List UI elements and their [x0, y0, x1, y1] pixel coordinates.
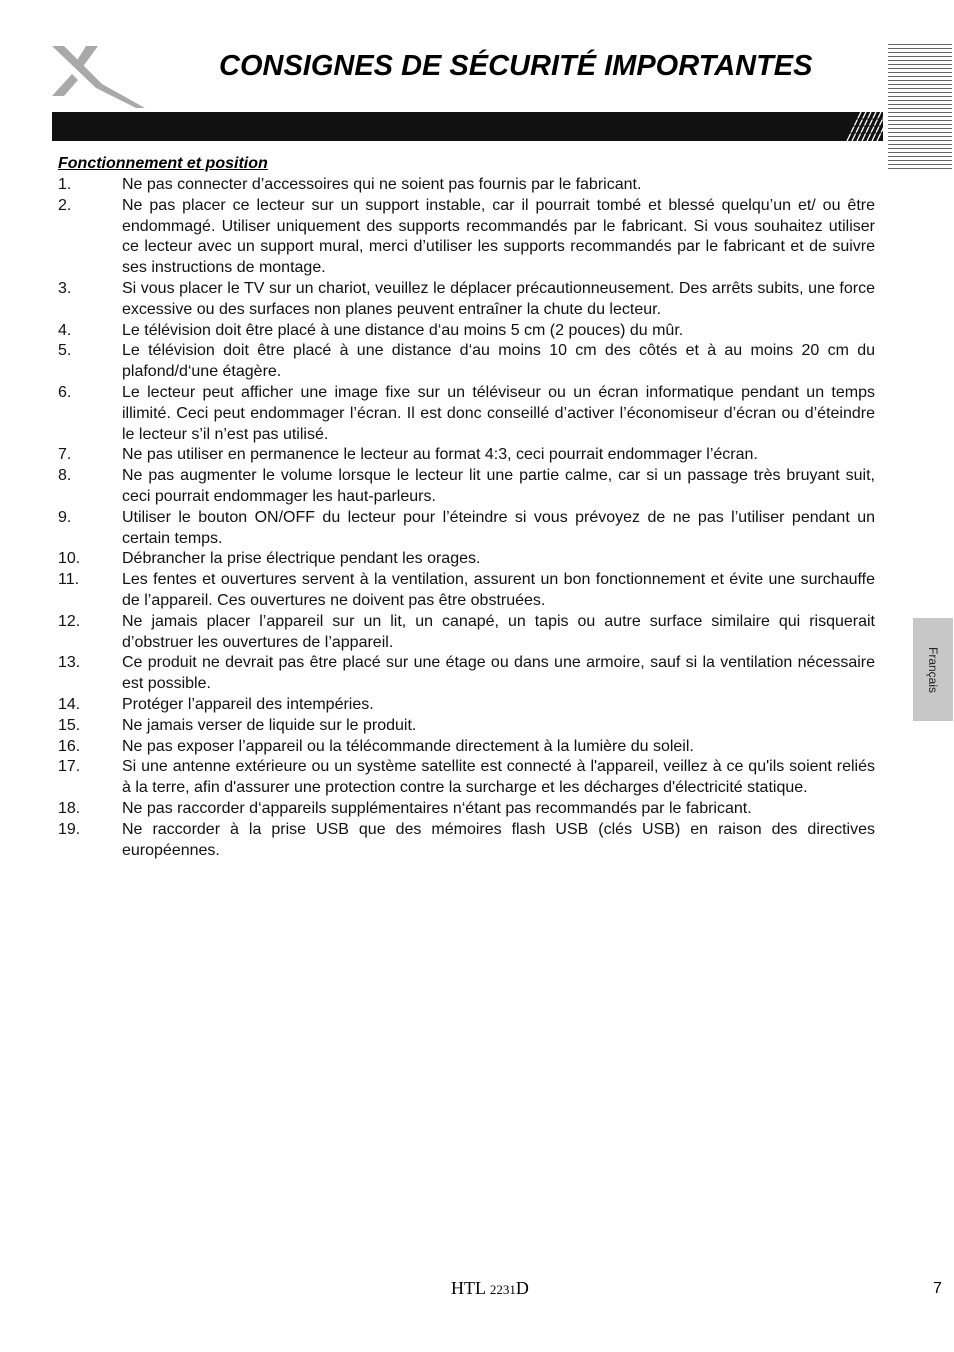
list-item	[58, 799, 875, 820]
list-item	[58, 653, 875, 695]
header-bar-hatch	[843, 112, 883, 141]
x-logo-icon	[50, 42, 150, 112]
item-text: Les fentes et ouvertures servent à la ventilation, assurent un bon fonctionnement et évite une surchauffe de l’appareil. Ces ouvertures ne doivent pas être obstruées.	[122, 571, 875, 609]
model-prefix: HTL	[451, 1278, 490, 1298]
model-name	[451, 1278, 529, 1299]
item-text: Le télévision doit être placé à une distance d‘au moins 10 cm des côtés et à au moins 20 cm du plafond/d‘une étagère.	[122, 342, 875, 381]
list-item	[58, 196, 875, 279]
list-item	[58, 321, 875, 342]
list-item	[58, 383, 875, 445]
item-number: 18.	[58, 799, 81, 817]
list-item	[58, 695, 875, 716]
item-text: Ne pas utiliser en permanence le lecteur au format 4:3, ceci pourrait endommager l’écran.	[122, 446, 758, 464]
section-title: Fonctionnement et position	[58, 155, 268, 172]
item-number: 5.	[58, 342, 72, 360]
item-text: Ne raccorder à la prise USB que des mémoires flash USB (clés USB) en raison des directives européennes.	[122, 820, 875, 859]
item-number: 12.	[58, 612, 81, 630]
item-number: 7.	[58, 446, 72, 464]
item-number: 15.	[58, 716, 81, 734]
model-number: 2231	[489, 1282, 516, 1297]
language-tab	[913, 618, 953, 721]
item-text: Ne jamais placer l’appareil sur un lit, un canapé, un tapis ou autre surface similaire qui risquerait d’obstruer les ouvertures de l’appareil.	[122, 612, 875, 651]
list-item	[58, 175, 875, 196]
item-number: 19.	[58, 820, 81, 838]
item-number: 13.	[58, 654, 81, 672]
list-item	[58, 549, 875, 570]
header-stripes	[888, 44, 952, 172]
item-number: 1.	[58, 176, 72, 193]
list-item	[58, 570, 875, 612]
list-item	[58, 508, 875, 550]
item-number: 16.	[58, 737, 81, 755]
item-text: Ne pas augmenter le volume lorsque le lecteur lit une partie calme, car si un passage très bruyant suit, ceci pourrait endommager les haut-parleurs.	[122, 467, 875, 505]
list-item	[58, 341, 875, 383]
item-number: 4.	[58, 321, 72, 339]
list-item	[58, 466, 875, 508]
list-item	[58, 445, 875, 466]
list-item	[58, 757, 875, 799]
item-text: Utiliser le bouton ON/OFF du lecteur pour l’éteindre si vous prévoyez de ne pas l’utiliser pendant un certain temps.	[122, 508, 875, 547]
item-number: 6.	[58, 383, 72, 401]
item-number: 3.	[58, 279, 72, 297]
item-number: 9.	[58, 508, 72, 526]
list-item	[58, 820, 875, 862]
item-text: Ce produit ne devrait pas être placé sur une étage ou dans une armoire, sauf si la ventilation nécessaire est possible.	[122, 654, 875, 693]
language-label: Français	[926, 646, 940, 693]
header-bar	[52, 112, 882, 141]
item-text: Ne pas raccorder d‘appareils supplémentaires n‘étant pas recommandés par le fabricant.	[122, 799, 752, 817]
item-text: Protéger l’appareil des intempéries.	[122, 695, 374, 713]
item-text: Si vous placer le TV sur un chariot, veuillez le déplacer précautionneusement. Des arrêts subits, une force excessive ou des surfaces non planes peuvent entraîner la chute du lecteur.	[122, 279, 875, 318]
item-text: Ne pas exposer l’appareil ou la télécommande directement à la lumière du soleil.	[122, 737, 694, 755]
list-item	[58, 716, 875, 737]
item-text: Débrancher la prise électrique pendant les orages.	[122, 550, 481, 568]
item-number: 11.	[58, 571, 80, 589]
item-number: 14.	[58, 695, 81, 713]
item-number: 2.	[58, 196, 72, 214]
item-number: 17.	[58, 758, 81, 776]
list-item	[58, 612, 875, 654]
item-number: 10.	[58, 550, 81, 568]
page-number: 7	[933, 1280, 942, 1297]
item-text: Le lecteur peut afficher une image fixe sur un téléviseur ou un écran informatique pendant un temps illimité. Ceci peut endommager l’écran. Il est donc conseillé d’activer l’économiseur d’écran ou d’éteindre le lecteur s’il n’est pas utilisé.	[122, 383, 875, 443]
page-title: CONSIGNES DE SÉCURITÉ IMPORTANTES	[219, 50, 813, 82]
model-suffix: D	[515, 1278, 529, 1298]
list-item	[58, 279, 875, 321]
item-text: Le télévision doit être placé à une distance d‘au moins 5 cm (2 pouces) du mûr.	[122, 321, 684, 339]
instruction-list	[58, 175, 875, 861]
item-text: Ne jamais verser de liquide sur le produit.	[122, 716, 417, 734]
item-number: 8.	[58, 467, 72, 485]
item-text: Ne pas placer ce lecteur sur un support instable, car il pourrait tombé et blessé quelqu’un et/ ou être endommagé. Utiliser uniquement des supports recommandés par le fabricant. Si vous souhaitez utiliser ce lecteur avec un support mural, merci d’utiliser les supports recommandés par le fabricant et de suivre ses instructions de montage.	[122, 196, 875, 277]
item-text: Si une antenne extérieure ou un système satellite est connecté à l'appareil, veillez à ce qu'ils soient reliés à la terre, afin d'assurer une protection contre la surcharge et les décharges d'électricité statique.	[122, 758, 875, 797]
list-item	[58, 737, 875, 758]
item-text: Ne pas connecter d’accessoires qui ne soient pas fournis par le fabricant.	[122, 176, 642, 193]
